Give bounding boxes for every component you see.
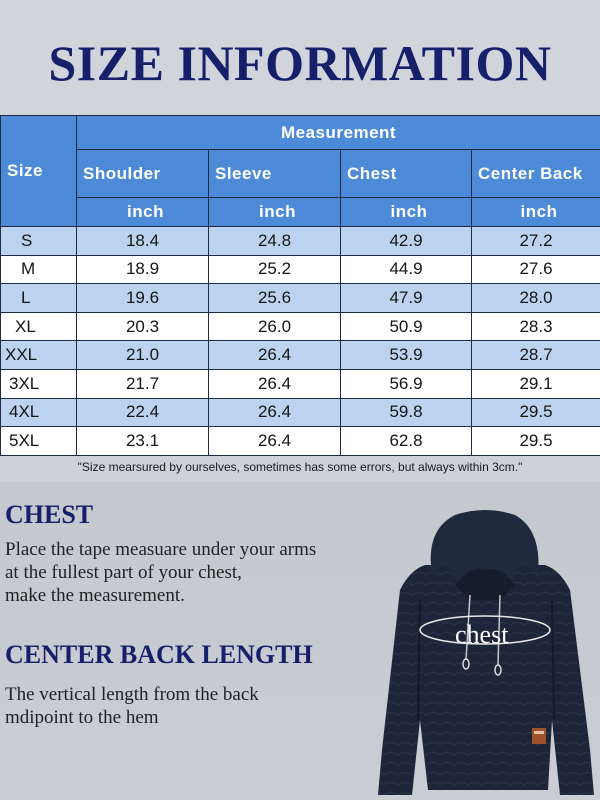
table-cell: 62.8	[341, 427, 472, 456]
table-cell: 27.2	[472, 227, 600, 256]
table-cell: 42.9	[341, 227, 472, 256]
size-cell: L	[1, 284, 77, 313]
table-cell: 47.9	[341, 284, 472, 313]
table-cell: 26.4	[209, 398, 341, 427]
center-back-description-line: The vertical length from the back	[5, 684, 259, 705]
table-cell: 44.9	[341, 255, 472, 284]
table-cell: 25.6	[209, 284, 341, 313]
table-cell: 18.4	[77, 227, 209, 256]
unit-label: inch	[472, 198, 600, 227]
table-row	[1, 312, 600, 341]
size-cell: M	[1, 255, 77, 284]
table-cell: 18.9	[77, 255, 209, 284]
size-note: "Size mearsured by ourselves, sometimes has some errors, but always within 3cm."	[77, 460, 523, 474]
size-cell: 4XL	[1, 398, 77, 427]
table-cell: 26.4	[209, 369, 341, 398]
unit-label: inch	[209, 198, 341, 227]
table-cell: 29.5	[472, 398, 600, 427]
column-header-sleeve: Sleeve	[209, 150, 341, 198]
table-row	[1, 427, 600, 456]
size-cell: 5XL	[1, 427, 77, 456]
table-cell: 53.9	[341, 341, 472, 370]
table-cell: 21.7	[77, 369, 209, 398]
table-cell: 19.6	[77, 284, 209, 313]
table-cell: 23.1	[77, 427, 209, 456]
table-row	[1, 227, 600, 256]
table-row	[1, 255, 600, 284]
table-cell: 25.2	[209, 255, 341, 284]
page-title: SIZE INFORMATION	[48, 35, 552, 91]
column-header-shoulder: Shoulder	[77, 150, 209, 198]
unit-label: inch	[77, 198, 209, 227]
size-cell: S	[1, 227, 77, 256]
unit-label: inch	[341, 198, 472, 227]
table-cell: 26.0	[209, 312, 341, 341]
table-cell: 26.4	[209, 427, 341, 456]
column-header-center-back: Center Back	[472, 150, 600, 198]
table-cell: 20.3	[77, 312, 209, 341]
table-cell: 22.4	[77, 398, 209, 427]
table-cell: 26.4	[209, 341, 341, 370]
column-header-chest: Chest	[341, 150, 472, 198]
size-table	[0, 115, 600, 456]
table-cell: 28.3	[472, 312, 600, 341]
size-cell: XXL	[1, 341, 77, 370]
chest-heading: CHEST	[5, 500, 94, 529]
table-cell: 28.7	[472, 341, 600, 370]
table-cell: 59.8	[341, 398, 472, 427]
table-cell: 29.5	[472, 427, 600, 456]
table-cell: 27.6	[472, 255, 600, 284]
size-cell: 3XL	[1, 369, 77, 398]
size-column-header: Size	[1, 116, 77, 227]
table-row	[1, 398, 600, 427]
table-cell: 29.1	[472, 369, 600, 398]
table-cell: 50.9	[341, 312, 472, 341]
measurement-group-header: Measurement	[77, 116, 600, 150]
center-back-description-line: mdipoint to the hem	[5, 707, 159, 728]
table-cell: 21.0	[77, 341, 209, 370]
center-back-heading: CENTER BACK LENGTH	[5, 640, 313, 669]
chest-label: chest	[455, 620, 509, 649]
table-cell: 24.8	[209, 227, 341, 256]
table-cell: 28.0	[472, 284, 600, 313]
table-row	[1, 369, 600, 398]
chest-description-line: Place the tape measuare under your arms	[5, 539, 317, 560]
chest-description-line: make the measurement.	[5, 585, 185, 606]
table-row	[1, 341, 600, 370]
table-row	[1, 284, 600, 313]
size-cell: XL	[1, 312, 77, 341]
chest-description-line: at the fullest part of your chest,	[5, 562, 242, 583]
table-cell: 56.9	[341, 369, 472, 398]
